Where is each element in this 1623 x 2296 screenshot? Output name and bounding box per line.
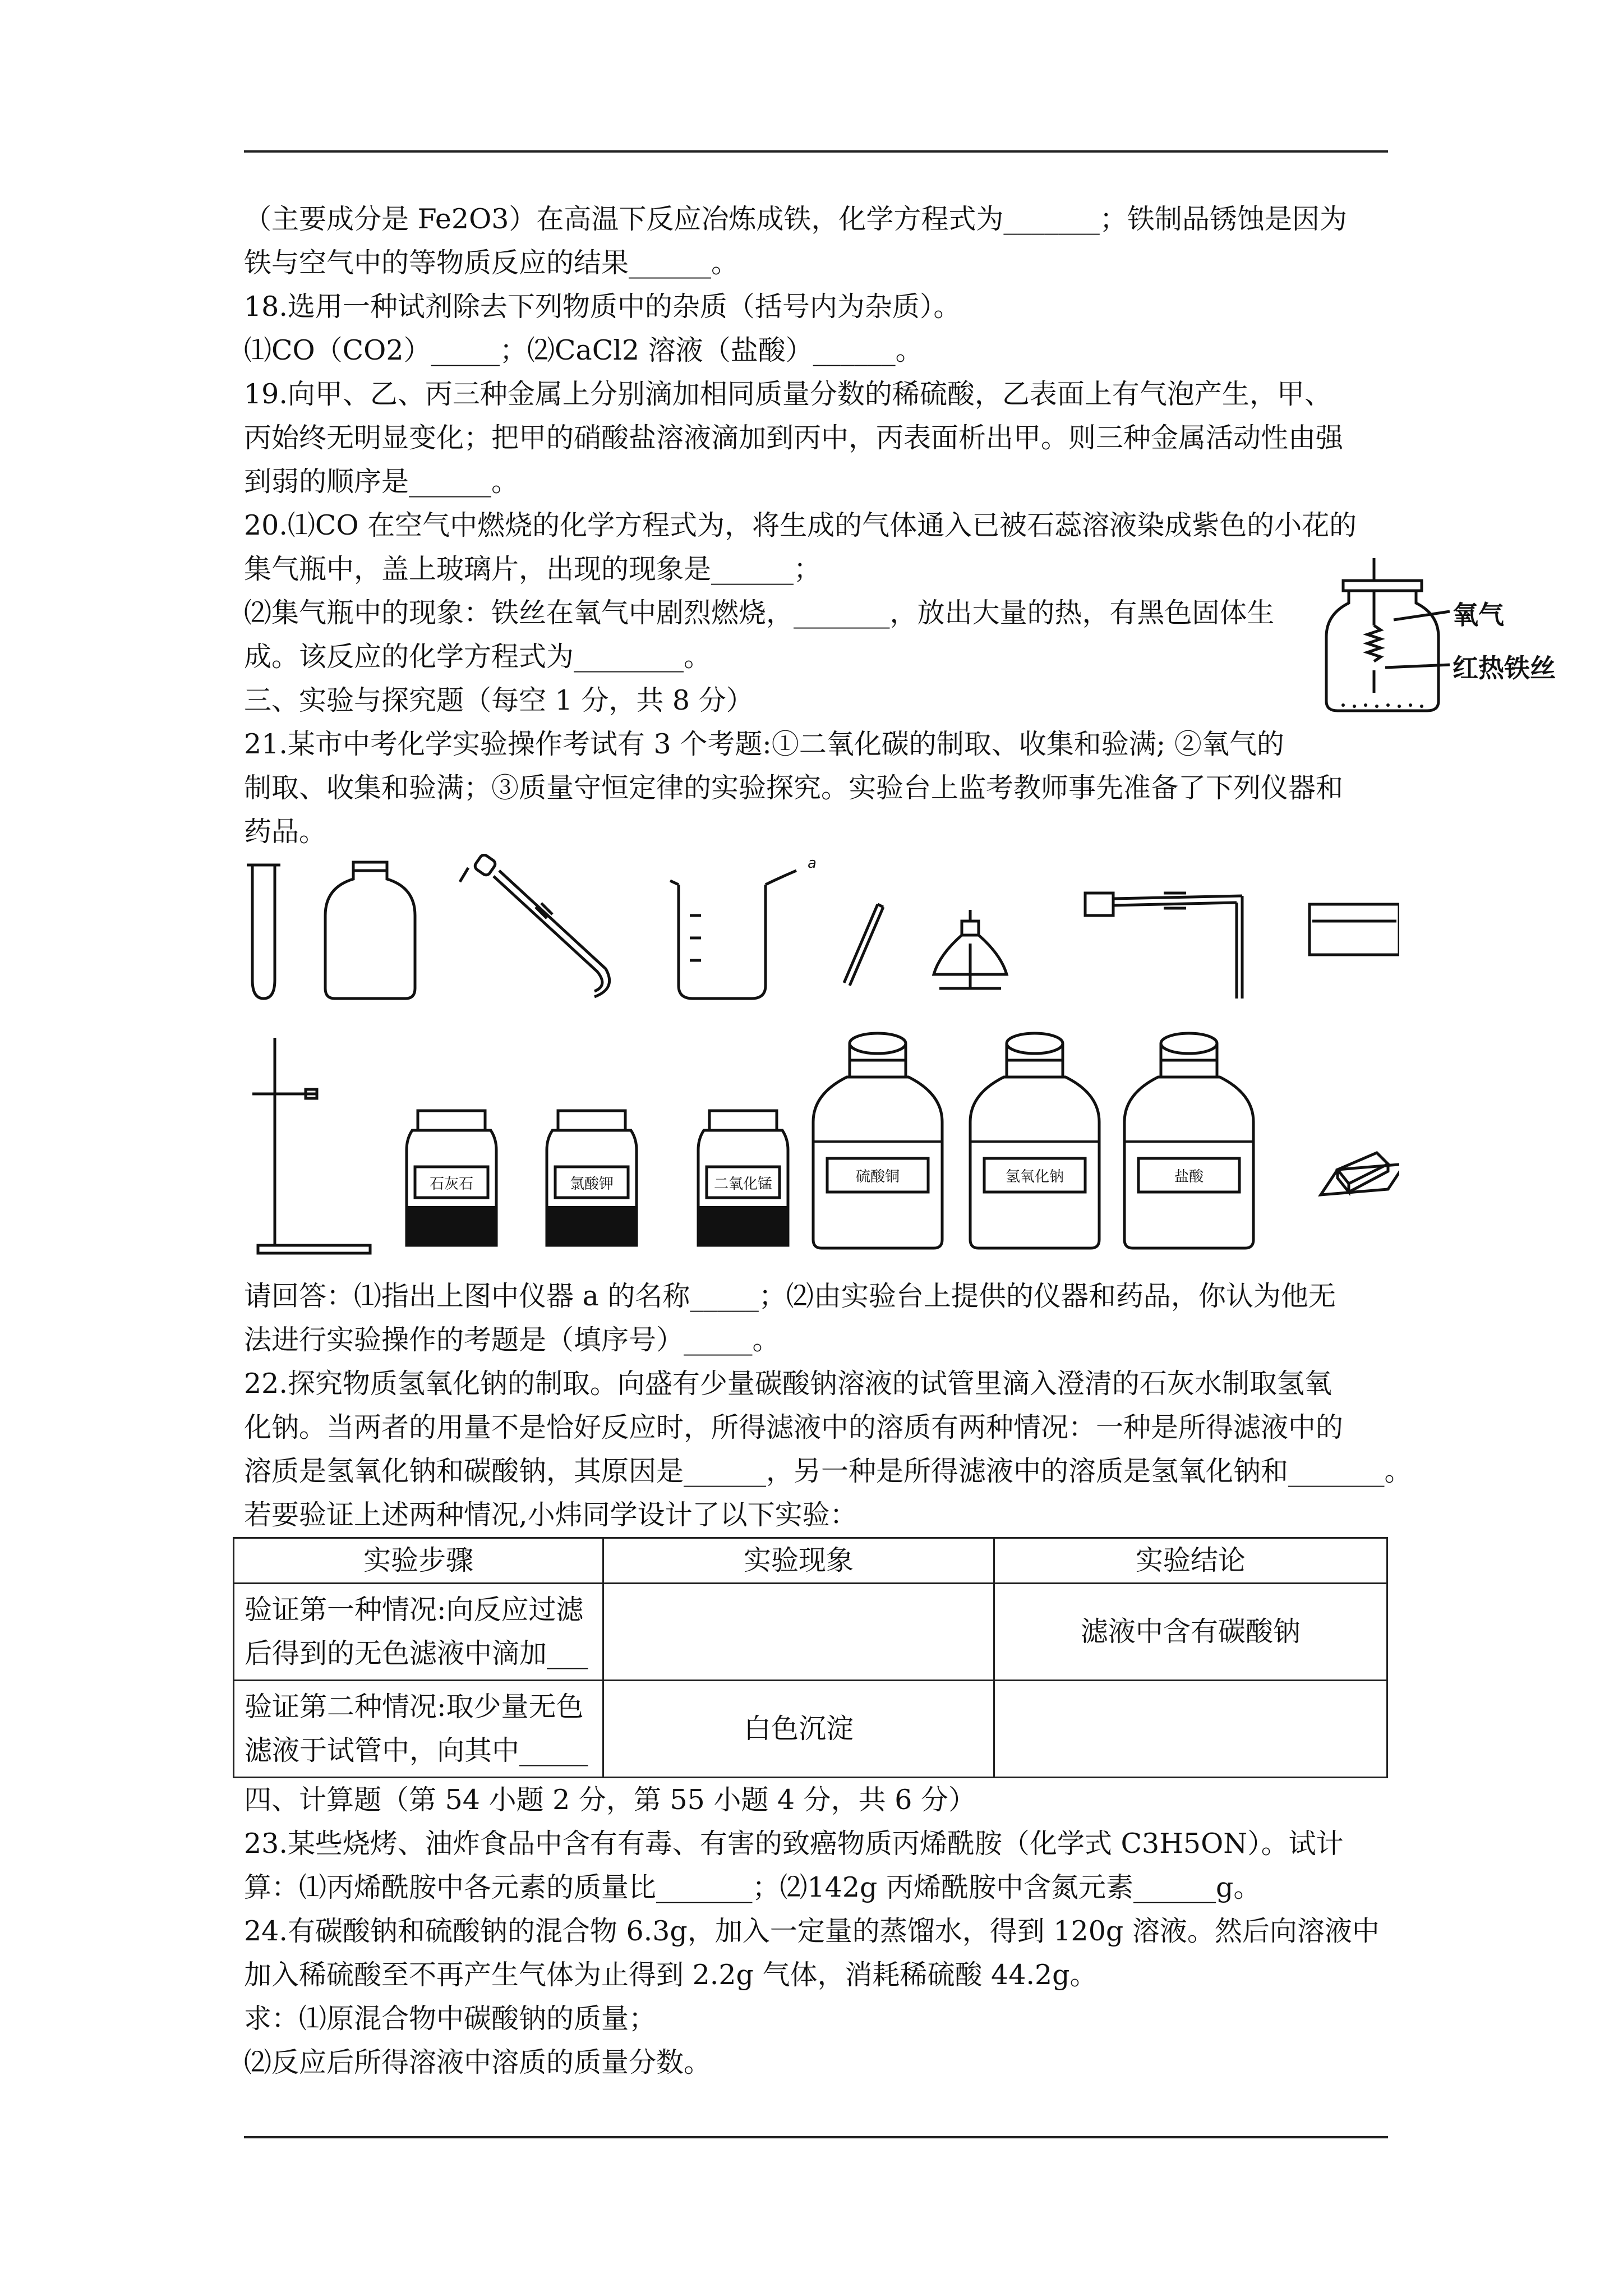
table-header: 实验现象: [603, 1538, 994, 1584]
apparatus-row-1: [244, 854, 1399, 1014]
table-header: 实验结论: [994, 1538, 1387, 1584]
table-cell-step: [234, 1584, 603, 1681]
beaker: [670, 871, 796, 999]
test-tube: [247, 865, 280, 999]
question-21: 21.某市中考化学实验操作考试有 3 个考题:①二氧化碳的制取、收集和验满; ②氧气的: [244, 728, 1284, 760]
section-3-heading: 三、实验与探究题（每空 1 分，共 8 分）: [244, 684, 754, 716]
text-line: 溶质是氢氧化钠和碳酸钠，其原因是______，另一种是所得滤液中的溶质是氢氧化钠和_______。: [244, 1455, 1412, 1487]
text-line: （主要成分是 Fe2O3）在高温下反应冶炼成铁，化学方程式为_______；铁制品锈蚀是因为: [244, 203, 1347, 235]
text-line: ⑵反应后所得溶液中溶质的质量分数。: [244, 2046, 712, 2078]
question-18: 18.选用一种试剂除去下列物质中的杂质（括号内为杂质）。: [244, 291, 961, 323]
water-trough: [1310, 904, 1399, 955]
table-row: [234, 1584, 1387, 1681]
experiment-table: [233, 1537, 1388, 1778]
table-cell-step: [234, 1681, 603, 1778]
text-line: 药品。: [244, 816, 327, 848]
text-line: 集气瓶中，盖上玻璃片，出现的现象是______；: [244, 553, 822, 585]
section-4-heading: 四、计算题（第 54 小题 2 分，第 55 小题 4 分，共 6 分）: [244, 1784, 976, 1816]
footer-rule: [244, 2136, 1388, 2138]
table-cell-phenomenon: [603, 1584, 994, 1681]
text-line: 铁与空气中的等物质反应的结果______。: [244, 247, 739, 279]
text-line: 若要验证上述两种情况,小炜同学设计了以下实验：: [244, 1499, 857, 1531]
question-24: 24.有碳酸钠和硫酸钠的混合物 6.3g，加入一定量的蒸馏水，得到 120g 溶液。然后向溶液中: [244, 1915, 1380, 1947]
text-line: 算：⑴丙烯酰胺中各元素的质量比_______；⑵142g 丙烯酰胺中含氮元素______g。: [244, 1871, 1261, 1903]
bent-glass-tube: [460, 854, 610, 997]
question-18-parts: ⑴CO（CO2）_____；⑵CaCl2 溶液（盐酸）______。: [244, 334, 923, 366]
document-body: [244, 197, 1412, 2085]
question-20: 20.⑴CO 在空气中燃烧的化学方程式为，将生成的气体通入已被石蕊溶液染成紫色的小花的: [244, 509, 1357, 541]
bottle-label-2: 氯酸钾: [569, 1176, 614, 1193]
question-23: 23.某些烧烤、油炸食品中含有有毒、有害的致癌物质丙烯酰胺（化学式 C3H5ON）。试计: [244, 1828, 1344, 1860]
text-line: 加入稀硫酸至不再产生气体为止得到 2.2g 气体，消耗稀硫酸 44.2g。: [244, 1959, 1098, 1991]
apparatus-drawing-2: [244, 1027, 1399, 1262]
text-line: 求：⑴原混合物中碳酸钠的质量；: [244, 2003, 657, 2035]
apparatus-drawing-1: [244, 854, 1399, 1014]
bottle-label-4: 硫酸铜: [855, 1168, 900, 1185]
gas-bottle: [325, 862, 415, 999]
alcohol-lamp: [934, 910, 1007, 988]
text-line: 法进行实验操作的考题是（填序号）_____。: [244, 1324, 780, 1356]
bottle-label-1: 石灰石: [429, 1176, 474, 1193]
text-line: 制取、收集和验满；③质量守恒定律的实验探究。实验台上监考教师事先准备了下列仪器和: [244, 772, 1344, 804]
table-header: 实验步骤: [234, 1538, 603, 1584]
cell-text: 验证第二种情况:取少量无色: [245, 1691, 584, 1723]
table-header-row: [234, 1538, 1387, 1584]
bottle-label-5: 氢氧化钠: [1005, 1168, 1064, 1185]
text-line: 化钠。当两者的用量不是恰好反应时，所得滤液中的溶质有两种情况：一种是所得滤液中的: [244, 1411, 1344, 1443]
bottle-label-6: 盐酸: [1174, 1168, 1204, 1185]
question-22: 22.探究物质氢氧化钠的制取。向盛有少量碳酸钠溶液的试管里滴入澄清的石灰水制取氢氧: [244, 1368, 1332, 1400]
iron-stand: [252, 1038, 370, 1253]
cell-text: 后得到的无色滤液中滴加___: [245, 1637, 588, 1669]
text-line: 成。该反应的化学方程式为________。: [244, 641, 712, 673]
question-19: 19.向甲、乙、丙三种金属上分别滴加相同质量分数的稀硫酸，乙表面上有气泡产生，甲、: [244, 378, 1332, 410]
cell-text: 滤液于试管中，向其中_____: [245, 1734, 588, 1766]
header-rule: [244, 150, 1388, 153]
question-21-answer: 请回答：⑴指出上图中仪器 a 的名称_____；⑵由实验台上提供的仪器和药品，你认为他无: [244, 1280, 1336, 1312]
table-cell-conclusion: 滤液中含有碳酸钠: [994, 1584, 1387, 1681]
table-cell-phenomenon: 白色沉淀: [603, 1681, 994, 1778]
delivery-tube: [1085, 893, 1242, 999]
iron-wire-label: 红热铁丝: [1453, 653, 1556, 683]
cell-text: 验证第一种情况:向反应过滤: [245, 1594, 584, 1626]
apparatus-label-a: a: [808, 855, 817, 872]
apparatus-row-2: [244, 1027, 1399, 1262]
matchbox: [1338, 1153, 1388, 1192]
table-row: [234, 1681, 1387, 1778]
text-line: ⑵集气瓶中的现象：铁丝在氧气中剧烈燃烧，_______，放出大量的热，有黑色固体生: [244, 597, 1275, 629]
text-line: 到弱的顺序是______。: [244, 466, 519, 498]
tweezers: [844, 904, 883, 986]
text-line: 丙始终无明显变化；把甲的硝酸盐溶液滴加到丙中，丙表面析出甲。则三种金属活动性由强: [244, 422, 1344, 454]
bottle-label-3: 二氧化锰: [713, 1176, 773, 1193]
oxygen-label: 氧气: [1453, 600, 1504, 630]
table-cell-conclusion: [994, 1681, 1387, 1778]
